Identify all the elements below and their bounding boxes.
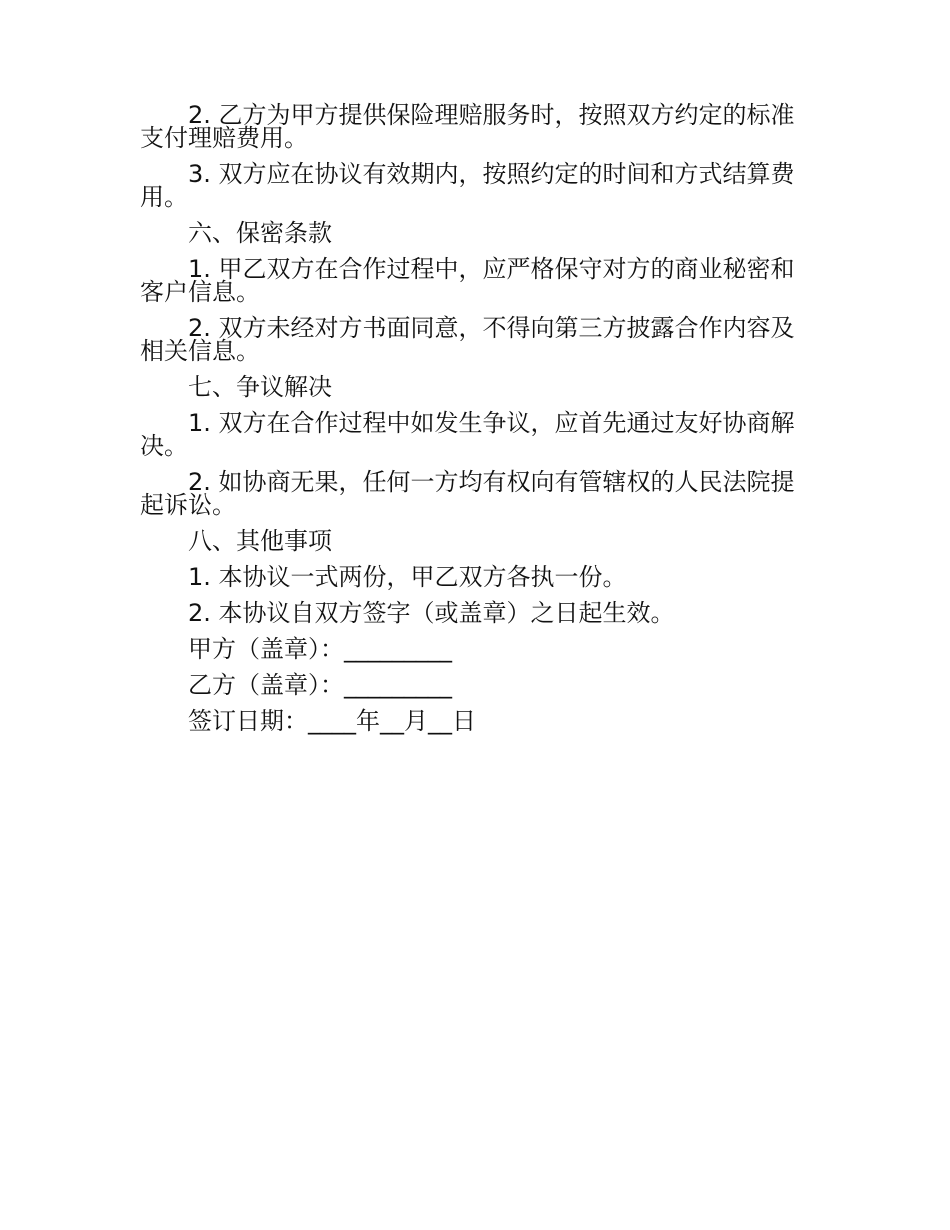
section-heading-other: 八、其他事项 (188, 527, 332, 555)
section-heading-confidentiality: 六、保密条款 (188, 219, 332, 247)
document-body (140, 101, 812, 735)
section-heading-dispute: 七、争议解决 (188, 373, 332, 401)
clause-8-1: 1. 本协议一式两份，甲乙双方各执一份。 (188, 563, 627, 591)
clause-8-2: 2. 本协议自双方签字（或盖章）之日起生效。 (188, 599, 675, 627)
clause-6-1: 1. 甲乙双方在合作过程中，应严格保守对方的商业秘密和客户信息。 (140, 255, 795, 306)
clause-7-1: 1. 双方在合作过程中如发生争议，应首先通过友好协商解决。 (140, 409, 795, 460)
party-a-signature-line: 甲方（盖章）：_________ (188, 635, 452, 663)
clause-6-2: 2. 双方未经对方书面同意，不得向第三方披露合作内容及相关信息。 (140, 314, 795, 365)
signing-date-line: 签订日期：____年__月__日 (188, 707, 476, 735)
clause-5-3: 3. 双方应在协议有效期内，按照约定的时间和方式结算费用。 (140, 160, 795, 211)
clause-7-2: 2. 如协商无果，任何一方均有权向有管辖权的人民法院提起诉讼。 (140, 468, 795, 519)
party-b-signature-line: 乙方（盖章）：_________ (188, 671, 452, 699)
clause-5-2: 2. 乙方为甲方提供保险理赔服务时，按照双方约定的标准支付理赔费用。 (140, 101, 795, 152)
